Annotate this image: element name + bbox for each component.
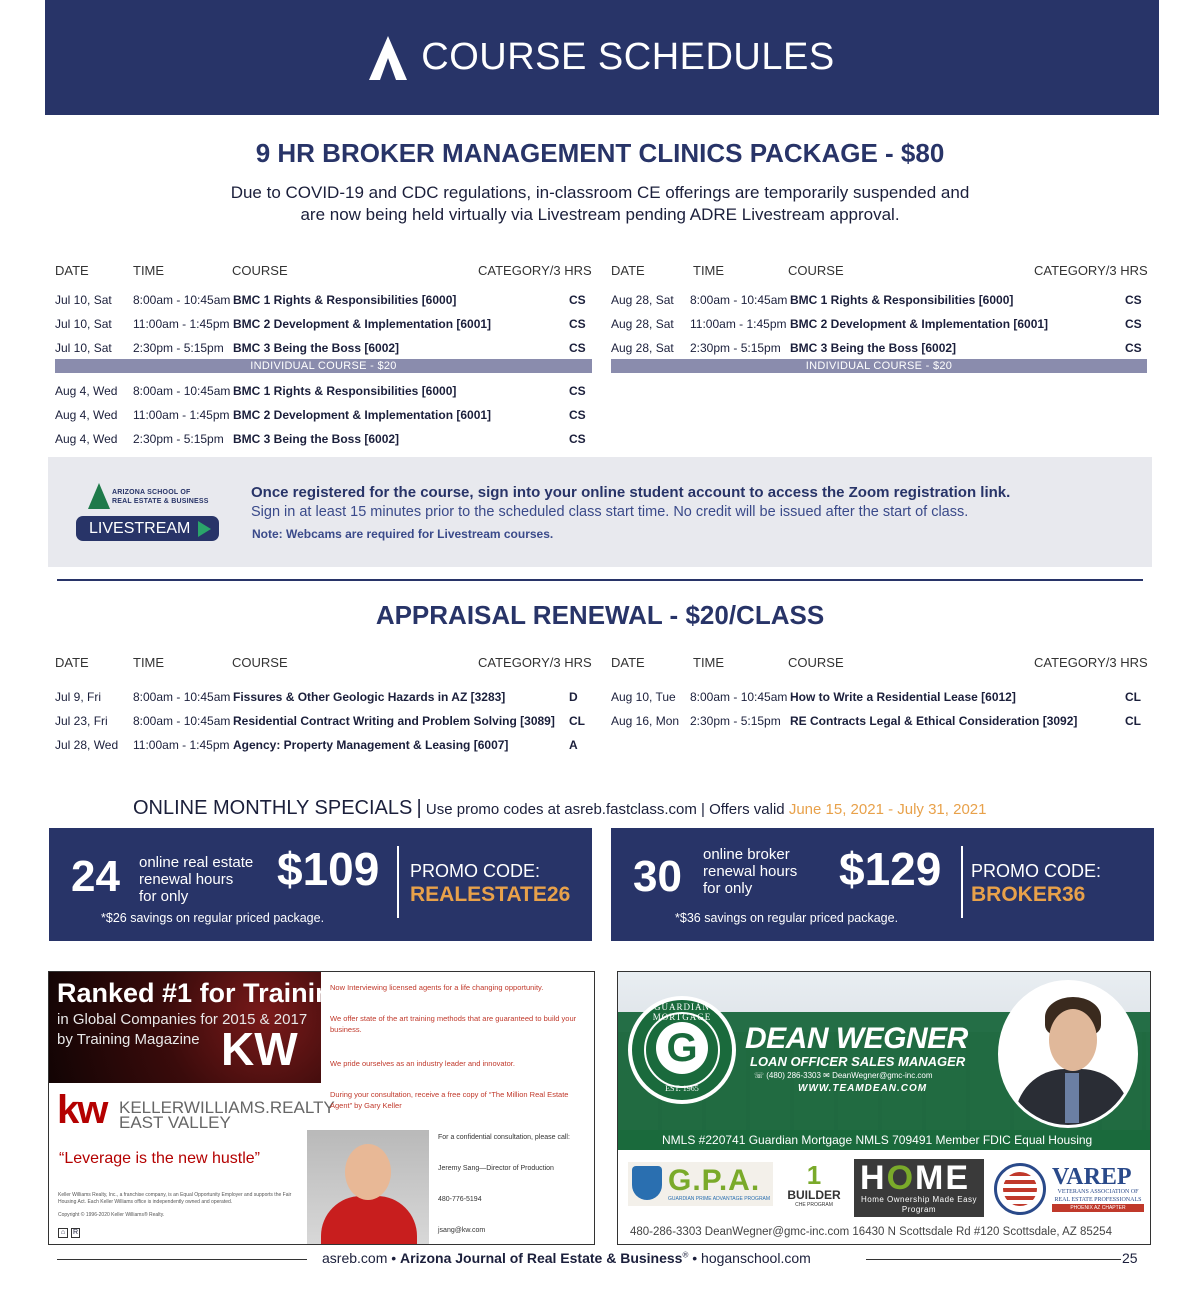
row-date: Aug 4, Wed — [55, 384, 118, 398]
home-program-logo — [854, 1159, 984, 1217]
row-time: 8:00am - 10:45am — [690, 293, 788, 307]
builder-title: BUILDER — [787, 1188, 841, 1202]
divider — [961, 846, 963, 918]
varep-seal-icon — [994, 1163, 1046, 1215]
row-time: 8:00am - 10:45am — [133, 714, 231, 728]
school-logo-icon — [369, 36, 407, 80]
row-time: 8:00am - 10:45am — [690, 690, 788, 704]
equal-housing-icon: ⌂ — [58, 1228, 68, 1238]
kw-fine-print: Keller Williams Realty, Inc., a franchise company, is an Equal Opportunity Employer and supports the Fair Housing Act. Each Keller Williams office is independently owned and operated. — [58, 1192, 292, 1205]
header-time: TIME — [133, 655, 165, 670]
header-category: CATEGORY/3 HRS — [1034, 655, 1148, 670]
ad-rank-sub2: by Training Magazine — [57, 1031, 200, 1048]
covid-note-line2: are now being held virtually via Livestream pending ADRE Livestream approval. — [300, 205, 900, 224]
promo-desc-line2: renewal hours — [139, 871, 234, 888]
row-time: 11:00am - 1:45pm — [133, 317, 230, 331]
footer-rule-left — [57, 1259, 307, 1260]
specials-dates: June 15, 2021 - July 31, 2021 — [788, 801, 987, 818]
footer-journal: Arizona Journal of Real Estate & Business — [400, 1250, 683, 1266]
row-date: Aug 16, Mon — [611, 714, 680, 728]
promo-desc-line2: renewal hours — [703, 863, 798, 880]
table-row — [611, 341, 1151, 361]
kw-pitch-3: We pride ourselves as an industry leader and innovator. — [330, 1059, 515, 1068]
kw-office-name: EAST VALLEY — [119, 1113, 231, 1132]
row-date: Aug 4, Wed — [55, 408, 118, 422]
promo-hours: 24 — [71, 852, 120, 901]
row-time: 2:30pm - 5:15pm — [690, 341, 781, 355]
officer-portrait — [998, 980, 1138, 1128]
appraisal-section-title: APPRAISAL RENEWAL - $20/CLASS — [375, 600, 825, 630]
row-course: BMC 2 Development & Implementation [6001] — [233, 408, 492, 422]
home-sub2: Program — [901, 1205, 937, 1214]
header-time: TIME — [693, 655, 725, 670]
promo-code: BROKER36 — [971, 883, 1086, 906]
varep-chapter: PHOENIX AZ CHAPTER — [1052, 1204, 1144, 1212]
row-course: BMC 1 Rights & Responsibilities [6000] — [233, 293, 457, 307]
kw-contact-phone: 480-776-5194 — [438, 1196, 482, 1203]
home-me: ME — [915, 1159, 971, 1197]
specials-separator: | — [416, 797, 422, 819]
row-category: CS — [569, 341, 586, 355]
varep-subtitle: VETERANS ASSOCIATION OF REAL ESTATE PROFESSIONALS — [1054, 1189, 1142, 1203]
kw-pitch-2: We offer state of the art training methods that are guaranteed to build your business. — [330, 1014, 577, 1034]
course-schedules-banner — [45, 0, 1159, 115]
livestream-info-box — [48, 457, 1152, 567]
row-course: BMC 3 Being the Boss [6002] — [790, 341, 957, 355]
kw-pitch-1: Now Interviewing licensed agents for a life changing opportunity. — [330, 983, 544, 992]
builder-subtitle: CHE PROGRAM — [795, 1202, 833, 1208]
promo-desc-line3: for only — [703, 880, 753, 897]
footer-rule-right — [866, 1259, 1121, 1260]
row-course: BMC 3 Being the Boss [6002] — [233, 432, 400, 446]
row-date: Aug 10, Tue — [611, 690, 676, 704]
footer-reg: ® — [682, 1250, 689, 1260]
row-course: BMC 1 Rights & Responsibilities [6000] — [233, 384, 457, 398]
agent-photo — [307, 1130, 429, 1245]
livestream-badge — [76, 516, 219, 541]
livestream-line1: Once registered for the course, sign into your online student account to access the Zoom registration link. — [251, 484, 1011, 501]
row-course: Residential Contract Writing and Problem Solving [3089] — [233, 714, 555, 728]
school-name-line1: ARIZONA SCHOOL OF — [112, 489, 191, 496]
row-course: BMC 1 Rights & Responsibilities [6000] — [790, 293, 1014, 307]
header-category: CATEGORY/3 HRS — [1034, 263, 1148, 278]
promo-code-label: PROMO CODE: — [971, 861, 1102, 881]
table-row — [611, 714, 1151, 734]
promo-card-broker — [611, 828, 1154, 941]
row-category: CL — [1125, 690, 1141, 704]
shield-icon — [632, 1166, 662, 1200]
row-date: Jul 28, Wed — [55, 738, 119, 752]
livestream-label: LIVESTREAM — [89, 520, 191, 537]
row-date: Aug 28, Sat — [611, 293, 674, 307]
ad-rank-headline: Ranked #1 for Training — [57, 978, 349, 1008]
play-icon — [198, 521, 211, 537]
header-date: DATE — [55, 263, 89, 278]
school-name-line2: REAL ESTATE & BUSINESS — [112, 498, 209, 505]
covid-note-line1: Due to COVID-19 and CDC regulations, in-classroom CE offerings are temporarily suspended and — [230, 183, 970, 202]
row-category: CS — [1125, 317, 1142, 331]
kw-quote: “Leverage is the new hustle” — [59, 1150, 260, 1167]
row-time: 11:00am - 1:45pm — [133, 738, 230, 752]
school-logo — [88, 483, 238, 513]
home-sub1: Home Ownership Made Easy — [860, 1195, 978, 1204]
home-h: H — [860, 1159, 887, 1197]
gpa-title: G.P.A. — [668, 1164, 761, 1197]
row-date: Jul 10, Sat — [55, 341, 112, 355]
promo-price: $129 — [839, 843, 942, 895]
table-row — [55, 384, 595, 404]
header-time: TIME — [133, 263, 165, 278]
promo-code: REALESTATE26 — [410, 883, 571, 906]
header-time: TIME — [693, 263, 725, 278]
row-date: Jul 9, Fri — [55, 690, 102, 704]
row-time: 11:00am - 1:45pm — [690, 317, 787, 331]
realtor-icon: R — [72, 1229, 79, 1236]
table-row — [55, 317, 595, 337]
row-category: CS — [569, 384, 586, 398]
promo-savings: *$36 savings on regular priced package. — [675, 911, 899, 925]
promo-savings: *$26 savings on regular priced package. — [101, 911, 325, 925]
footer-right: • hoganschool.com — [692, 1250, 811, 1266]
livestream-line2: Sign in at least 15 minutes prior to the scheduled class start time. No credit will be issued after the start of class. — [251, 504, 969, 520]
gpa-logo — [628, 1162, 773, 1206]
row-date: Aug 4, Wed — [55, 432, 118, 446]
row-category: CS — [569, 293, 586, 307]
kw-brand-name: KELLERWILLIAMS.REALTY — [119, 1098, 335, 1117]
promo-code-label: PROMO CODE: — [410, 861, 541, 881]
officer-contact: ☏ (480) 286-3303 ✉ DeanWegner@gmc-inc.com — [754, 1071, 933, 1080]
row-course: How to Write a Residential Lease [6012] — [790, 690, 1016, 704]
dw-footer-contact: 480-286-3303 DeanWegner@gmc-inc.com 16430 N Scottsdale Rd #120 Scottsdale, AZ 85254 — [630, 1226, 1112, 1238]
row-date: Jul 23, Fri — [55, 714, 108, 728]
header-category: CATEGORY/3 HRS — [478, 655, 592, 670]
seal-letter: G — [656, 1022, 708, 1074]
header-course: COURSE — [232, 263, 288, 278]
divider — [397, 846, 399, 918]
row-time: 2:30pm - 5:15pm — [690, 714, 781, 728]
kw-mark: KW — [221, 1023, 298, 1075]
row-category: A — [569, 738, 578, 752]
row-time: 2:30pm - 5:15pm — [133, 341, 224, 355]
promo-desc-line1: online real estate — [139, 854, 254, 871]
gpa-subtitle: GUARDIAN PRIME ADVANTAGE PROGRAM — [668, 1196, 771, 1202]
guardian-mortgage-seal — [628, 996, 736, 1104]
table-row — [55, 714, 595, 734]
seal-est: EST. 1965 — [665, 1084, 699, 1093]
specials-title: ONLINE MONTHLY SPECIALS — [133, 797, 413, 819]
promo-card-realestate — [49, 828, 592, 941]
table-row — [611, 293, 1151, 313]
header-course: COURSE — [788, 263, 844, 278]
kw-logo: kw — [57, 1088, 107, 1132]
ad-rank-sub1: in Global Companies for 2015 & 2017 — [57, 1011, 308, 1028]
table-row — [611, 690, 1151, 710]
row-category: CS — [569, 317, 586, 331]
row-category: CS — [569, 408, 586, 422]
kw-contact-line1: For a confidential consultation, please call: — [438, 1134, 570, 1141]
builder-number: 1 — [806, 1160, 822, 1190]
section-divider — [57, 579, 1143, 581]
individual-course-bar: INDIVIDUAL COURSE - $20 — [55, 359, 592, 373]
table-row — [55, 432, 595, 452]
row-date: Aug 28, Sat — [611, 317, 674, 331]
table-row — [611, 317, 1151, 337]
builder-logo — [781, 1162, 847, 1212]
row-category: CS — [569, 432, 586, 446]
row-category: D — [569, 690, 578, 704]
row-course: Agency: Property Management & Leasing [6007] — [233, 738, 509, 752]
row-course: BMC 2 Development & Implementation [6001] — [790, 317, 1049, 331]
header-date: DATE — [611, 655, 645, 670]
promo-price: $109 — [277, 843, 380, 895]
specials-heading — [133, 797, 986, 820]
guardian-mortgage-ad — [617, 971, 1151, 1245]
banner-title: COURSE SCHEDULES — [421, 36, 835, 78]
table-row — [55, 690, 595, 710]
row-course: RE Contracts Legal & Ethical Consideration [3092] — [790, 714, 1078, 728]
officer-role: LOAN OFFICER SALES MANAGER — [750, 1054, 966, 1069]
row-date: Jul 10, Sat — [55, 293, 112, 307]
officer-website: WWW.TEAMDEAN.COM — [798, 1083, 928, 1094]
individual-course-bar: INDIVIDUAL COURSE - $20 — [611, 359, 1147, 373]
row-course: Fissures & Other Geologic Hazards in AZ [3283] — [233, 690, 506, 704]
nmls-bar: NMLS #220741 Guardian Mortgage NMLS 709491 Member FDIC Equal Housing — [618, 1130, 1151, 1150]
row-date: Jul 10, Sat — [55, 317, 112, 331]
broker-section-title: 9 HR BROKER MANAGEMENT CLINICS PACKAGE - $80 — [255, 138, 945, 168]
row-course: BMC 2 Development & Implementation [6001] — [233, 317, 492, 331]
seal-name: GUARDIAN MORTGAGE — [652, 1002, 712, 1022]
row-category: CS — [1125, 341, 1142, 355]
row-category: CS — [1125, 293, 1142, 307]
specials-text: Use promo codes at asreb.fastclass.com | Offers valid — [425, 801, 785, 818]
row-time: 8:00am - 10:45am — [133, 690, 231, 704]
kw-contact-name: Jeremy Sang—Director of Production — [438, 1165, 554, 1172]
keller-williams-ad — [48, 971, 595, 1245]
page-footer — [322, 1250, 811, 1266]
kw-contact-email: jsang@kw.com — [438, 1227, 486, 1234]
varep-title: VAREP — [1052, 1164, 1132, 1190]
table-row — [55, 738, 595, 758]
header-category: CATEGORY/3 HRS — [478, 263, 592, 278]
header-course: COURSE — [232, 655, 288, 670]
row-time: 8:00am - 10:45am — [133, 293, 231, 307]
promo-desc-line1: online broker — [703, 846, 790, 863]
table-row — [55, 293, 595, 313]
promo-desc-line3: for only — [139, 888, 189, 905]
table-row — [55, 341, 595, 361]
header-course: COURSE — [788, 655, 844, 670]
row-time: 8:00am - 10:45am — [133, 384, 231, 398]
promo-hours: 30 — [633, 852, 682, 901]
header-date: DATE — [611, 263, 645, 278]
header-date: DATE — [55, 655, 89, 670]
row-time: 2:30pm - 5:15pm — [133, 432, 224, 446]
page-number: 25 — [1122, 1250, 1138, 1266]
triangle-logo-icon — [88, 483, 110, 509]
kw-pitch-4: During your consultation, receive a free copy of “The Million Real Estate Agent” by Gary Keller — [330, 1090, 569, 1110]
table-row — [55, 408, 595, 428]
row-time: 11:00am - 1:45pm — [133, 408, 230, 422]
row-course: BMC 3 Being the Boss [6002] — [233, 341, 400, 355]
livestream-line3: Note: Webcams are required for Livestream courses. — [252, 527, 554, 541]
row-date: Aug 28, Sat — [611, 341, 674, 355]
row-category: CL — [569, 714, 585, 728]
home-o: O — [886, 1159, 916, 1197]
row-category: CL — [1125, 714, 1141, 728]
footer-left: asreb.com • — [322, 1250, 397, 1266]
officer-name: DEAN WEGNER — [745, 1022, 968, 1055]
kw-copyright: Copyright © 1996-2020 Keller Williams® Realty. — [58, 1212, 165, 1218]
